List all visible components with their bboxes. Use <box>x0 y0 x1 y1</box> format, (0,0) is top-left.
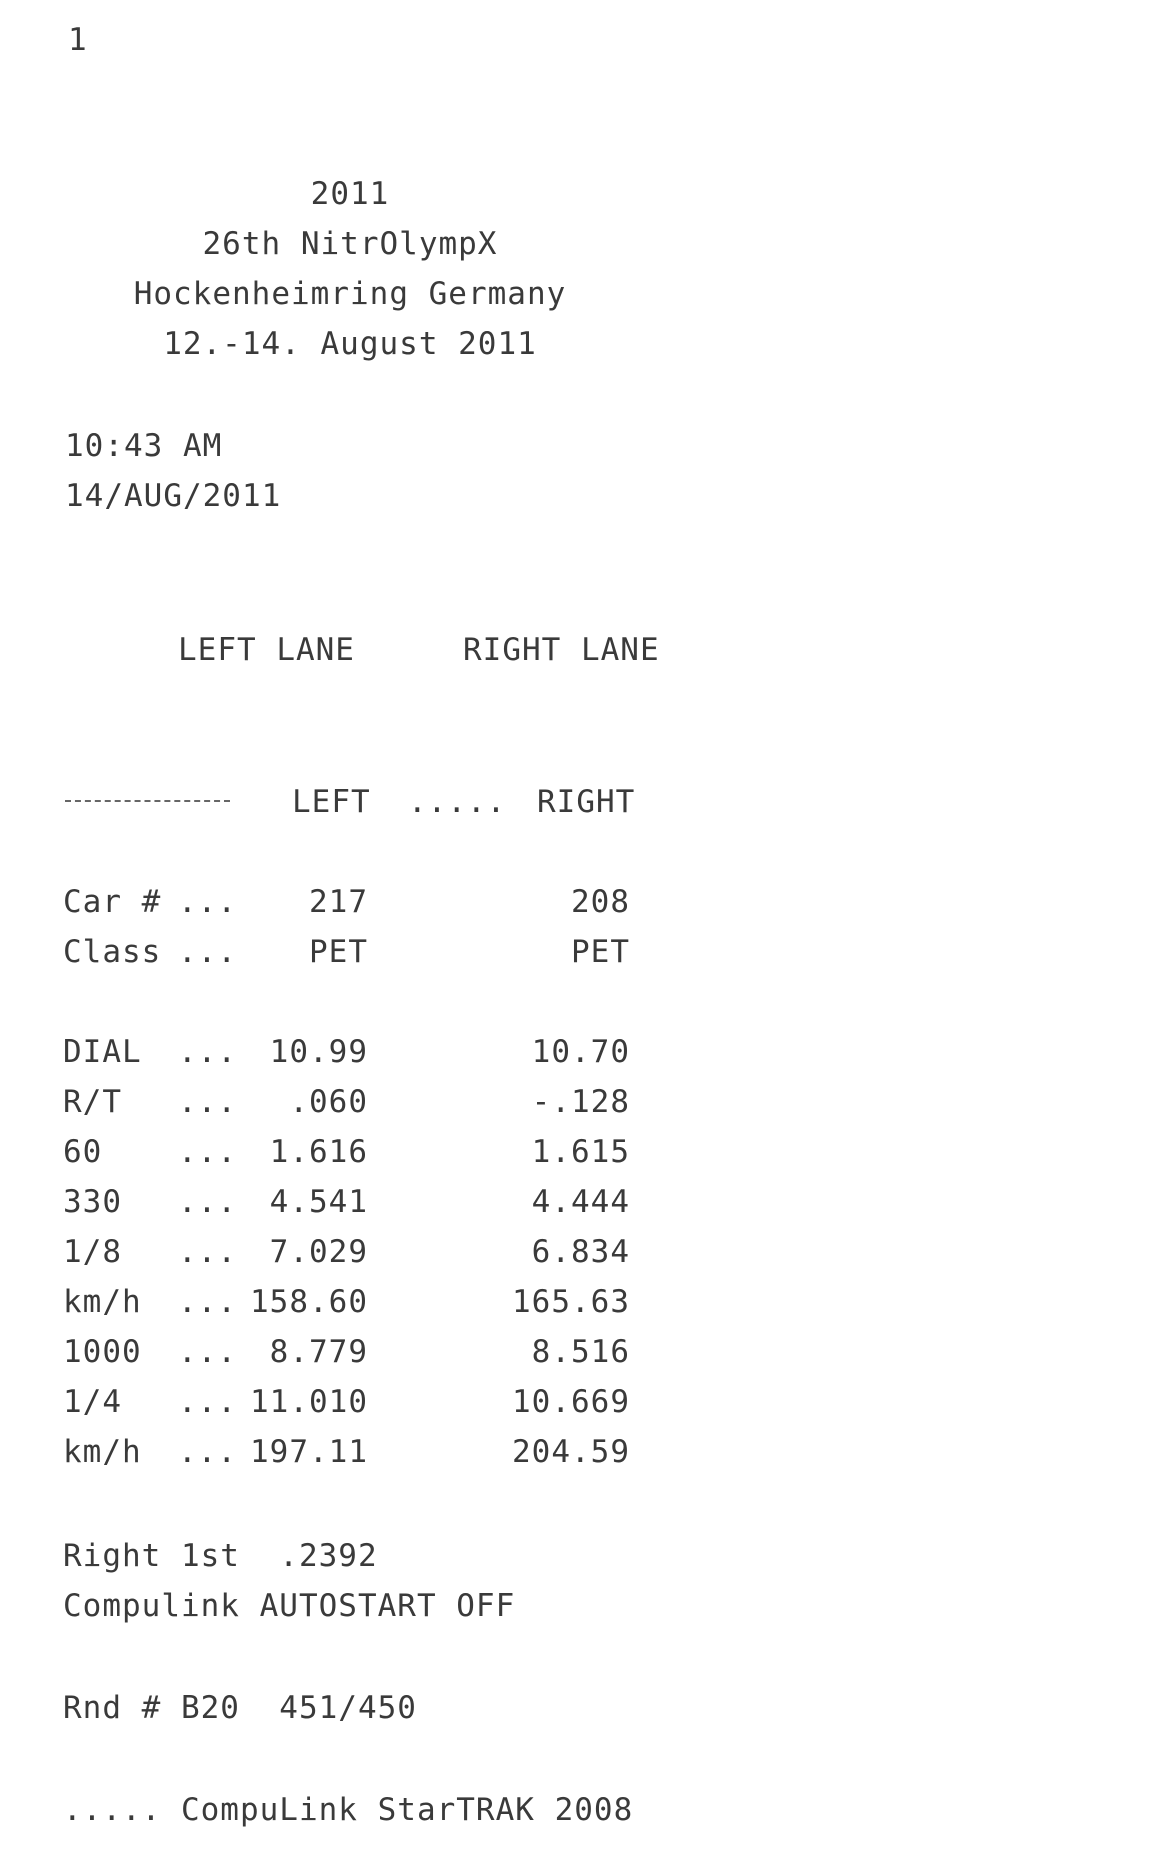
left-value: 197.11 <box>250 1434 368 1470</box>
row-label: 330 <box>63 1184 122 1220</box>
right-value: 208 <box>571 884 630 920</box>
right-value: PET <box>571 934 630 970</box>
row-dots: ... <box>178 1334 237 1370</box>
row-label: 1/8 <box>63 1234 122 1270</box>
right-value: 4.444 <box>531 1184 630 1220</box>
row-dots: ... <box>178 934 237 970</box>
right-value: 6.834 <box>531 1234 630 1270</box>
row-dots: ... <box>178 1434 237 1470</box>
row-dots: ... <box>178 1034 237 1070</box>
right-value: 10.669 <box>512 1384 630 1420</box>
column-separator <box>65 800 230 802</box>
row-label: 60 <box>63 1134 103 1170</box>
date-readout: 14/AUG/2011 <box>65 478 282 514</box>
header-event: 26th NitrOlympX <box>202 226 498 262</box>
left-value: 8.779 <box>269 1334 368 1370</box>
left-value: 1.616 <box>269 1134 368 1170</box>
row-dots: ... <box>178 1084 237 1120</box>
header-dates: 12.-14. August 2011 <box>163 326 537 362</box>
row-label: km/h <box>63 1284 142 1320</box>
right-value: 165.63 <box>512 1284 630 1320</box>
row-dots: ... <box>178 1234 237 1270</box>
row-dots: ... <box>178 1134 237 1170</box>
time-readout: 10:43 AM <box>65 428 223 464</box>
right-lane-heading: RIGHT LANE <box>463 632 660 668</box>
right-value: -.128 <box>531 1084 630 1120</box>
row-dots: ... <box>178 1384 237 1420</box>
row-label: Class <box>63 934 162 970</box>
page-number: 1 <box>68 22 88 58</box>
row-label: Car # <box>63 884 162 920</box>
row-label: R/T <box>63 1084 122 1120</box>
left-value: 11.010 <box>250 1384 368 1420</box>
row-label: 1000 <box>63 1334 142 1370</box>
left-value: 217 <box>309 884 368 920</box>
left-value: 158.60 <box>250 1284 368 1320</box>
left-lane-heading: LEFT LANE <box>178 632 355 668</box>
left-value: 10.99 <box>269 1034 368 1070</box>
header-venue: Hockenheimring Germany <box>133 276 567 312</box>
left-value: PET <box>309 934 368 970</box>
round-line: Rnd # B20 451/450 <box>63 1690 417 1726</box>
winner-line: Right 1st .2392 <box>63 1538 378 1574</box>
system-line: ..... CompuLink StarTRAK 2008 <box>63 1792 634 1828</box>
row-dots: ... <box>178 884 237 920</box>
row-label: 1/4 <box>63 1384 122 1420</box>
row-dots: ... <box>178 1184 237 1220</box>
column-dots: ..... <box>408 784 507 820</box>
right-value: 8.516 <box>531 1334 630 1370</box>
right-column-header: RIGHT <box>537 784 636 820</box>
row-dots: ... <box>178 1284 237 1320</box>
row-label: km/h <box>63 1434 142 1470</box>
left-value: 7.029 <box>269 1234 368 1270</box>
autostart-line: Compulink AUTOSTART OFF <box>63 1588 516 1624</box>
right-value: 1.615 <box>531 1134 630 1170</box>
right-value: 10.70 <box>531 1034 630 1070</box>
right-value: 204.59 <box>512 1434 630 1470</box>
header-year: 2011 <box>310 176 390 212</box>
left-column-header: LEFT <box>292 784 371 820</box>
row-label: DIAL <box>63 1034 142 1070</box>
left-value: 4.541 <box>269 1184 368 1220</box>
left-value: .060 <box>289 1084 368 1120</box>
